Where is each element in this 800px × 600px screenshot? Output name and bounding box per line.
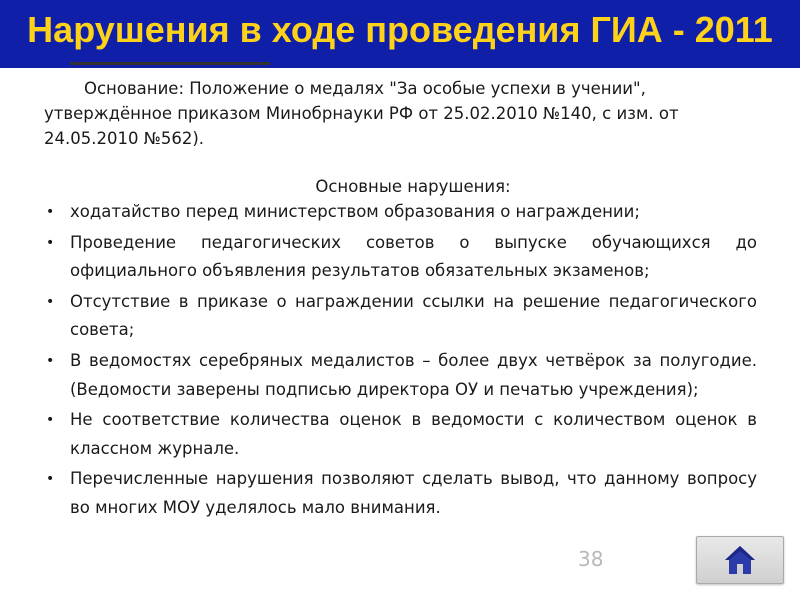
bullet: •	[46, 293, 55, 310]
list-item	[44, 465, 757, 522]
basis-paragraph: Основание: Положение о медалях "За особые успехи в учении", утверждённое приказом Минобрнауки РФ от 25.02.2010 №140, с изм. от 24.05.2010 №562).	[44, 79, 679, 148]
bullet: •	[46, 412, 55, 429]
slide-title: Нарушения в ходе проведения ГИА - 2011	[27, 9, 773, 50]
list-item	[44, 198, 757, 227]
violations-subheading: Основные нарушения:	[315, 177, 511, 196]
violations-list	[44, 198, 757, 525]
list-item	[44, 406, 757, 463]
list-item	[44, 229, 757, 286]
home-button[interactable]	[696, 536, 784, 584]
list-item	[44, 347, 757, 404]
bullet: •	[46, 204, 55, 220]
list-item-text: Отсутствие в приказе о награждении ссылки на решение педагогического совета;	[70, 291, 757, 340]
list-item-text: В ведомостях серебряных медалистов – более двух четвёрок за полугодие. (Ведомости заверены подписью директора ОУ и печатью учреждения);	[70, 350, 757, 399]
page-number: 38	[578, 547, 604, 571]
home-icon	[724, 545, 756, 575]
bullet: •	[46, 471, 55, 488]
list-item-text: Перечисленные нарушения позволяют сделать вывод, что данному вопросу во многих МОУ уделялось мало внимания.	[70, 469, 757, 517]
bullet: •	[46, 234, 55, 251]
list-item-text: Не соответствие количества оценок в ведомости с количеством оценок в классном журнале.	[70, 410, 757, 458]
list-item-text: ходатайство перед министерством образования о награждении;	[70, 202, 640, 221]
cut-off-heading	[70, 58, 270, 70]
bullet: •	[46, 352, 55, 369]
list-item	[44, 288, 757, 345]
list-item-text: Проведение педагогических советов о выпуске обучающихся до официального объявления результатов обязательных экзаменов;	[70, 232, 757, 281]
